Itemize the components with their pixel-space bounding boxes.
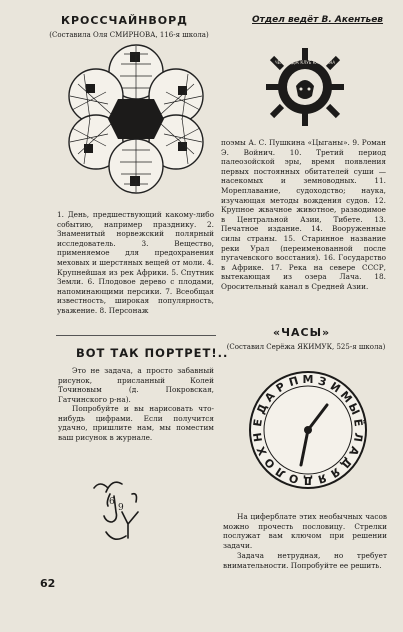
department-credit: Отдел ведёт В. Акентьев [252,15,384,25]
clock-center [304,426,312,434]
clock-letter: Я [328,464,343,481]
clock-author: (Составил Серёжа ЯКИМУК, 525-я школа) [226,343,386,351]
svg-text:6: 6 [109,497,115,507]
crossword-author: (Составила Оля СМИРНОВА, 116-я школа) [49,31,209,39]
clock-letter: М [337,388,355,406]
portrait-paragraph-2: Попробуйте и вы нарисовать что-нибудь цифрами. Если получится удачно, пришлите нам, мы поместим ваш рисунок в журнале. [58,404,214,442]
portrait-paragraph-1: Это не задача, а просто забавный рисунок, присланный Колей Точиновым (д. Покровская, Гатчинского р-на). [58,366,214,404]
clock-letter: П [287,374,300,390]
divider [56,335,216,336]
crossword-title: КРОССЧАЙНВОРД [61,14,188,27]
clock-letter: Н [250,431,266,443]
clock-letter: Д [338,455,355,472]
crossword-grid [66,44,206,194]
svg-text:9: 9 [118,503,124,513]
clock-letter: Е [251,418,265,428]
captain-club-emblem [266,48,344,126]
crossword-clues-right: поэмы А. С. Пушкина «Цыганы». 9. Роман Э. Войнич. 10. Третий период палеозойской эры, время появления первых постоянных обитателей суши — насекомых и земноводных. 11. Мореплавание, судоходство; наука, изучающая методы вождения судов. 12. Крупное жвачное животное, разводимое в Центральной Азии, Тибете. 13. Печатное издание. 14. Вооруженные силы страны. 15. Старинное название реки Урал (переименованной после пугачевского восстания). 16. Государство в Африке. 17. Река на севере СССР, вытекающая из озера Лача. 18. Оросительный канал в Средней Азии. [221,138,386,291]
clock-letter: Д [303,474,313,487]
portrait-title: ВОТ ТАК ПОРТРЕТ!.. [76,346,229,360]
clock-letter: М [302,373,314,386]
clock-letter: Х [254,444,270,458]
clock-paragraph-2: Задача нетрудная, но требует внимательности. Попробуйте ее решить. [223,551,387,570]
clock-letter: Л [273,464,289,481]
clock-paragraph-1: На циферблате этих необычных часов можно прочесть пословицу. Стрелки послужат вам ключом при решении задачи. [223,512,387,550]
clock-letter: Д [254,401,271,417]
clock-letter: Я [316,470,329,486]
clock-title: «ЧАСЫ» [273,326,331,339]
page-number: 62 [40,577,56,590]
letter-clock [247,369,369,491]
clock-letter: Р [273,379,288,396]
clock-letter: О [287,470,301,486]
clock-letter: А [346,444,362,458]
svg-text:ЧЕЛЛЕНДЖ КЛУБ КАПИТАНА: ЧЕЛЛЕНДЖ КЛУБ КАПИТАНА [274,60,336,65]
crossword-clues-left: 1. День, предшествующий какому-либо событию, например празднику. 2. Знаменитый норвежский полярный исследователь. 3. Вещество, применяемое для предохранения меховых и шерстяных вещей от моли. 4. Крупнейшая из рек Африки. 5. Спутник Земли. 6. Плодовое дерево с плодами, напоминающими персики. 7. Всеобщая известность, широкая популярность, уважение. 8. Персонаж [57,210,214,315]
clock-letter: О [261,455,278,471]
clock-letter: З [316,374,328,389]
clock-letter: Ё [351,418,365,428]
clock-letter: А [262,389,278,405]
clock-letter: И [327,379,343,396]
number-portrait-drawing [92,472,152,550]
clock-letter: Л [350,431,366,443]
clock-letter: Ы [345,401,363,417]
